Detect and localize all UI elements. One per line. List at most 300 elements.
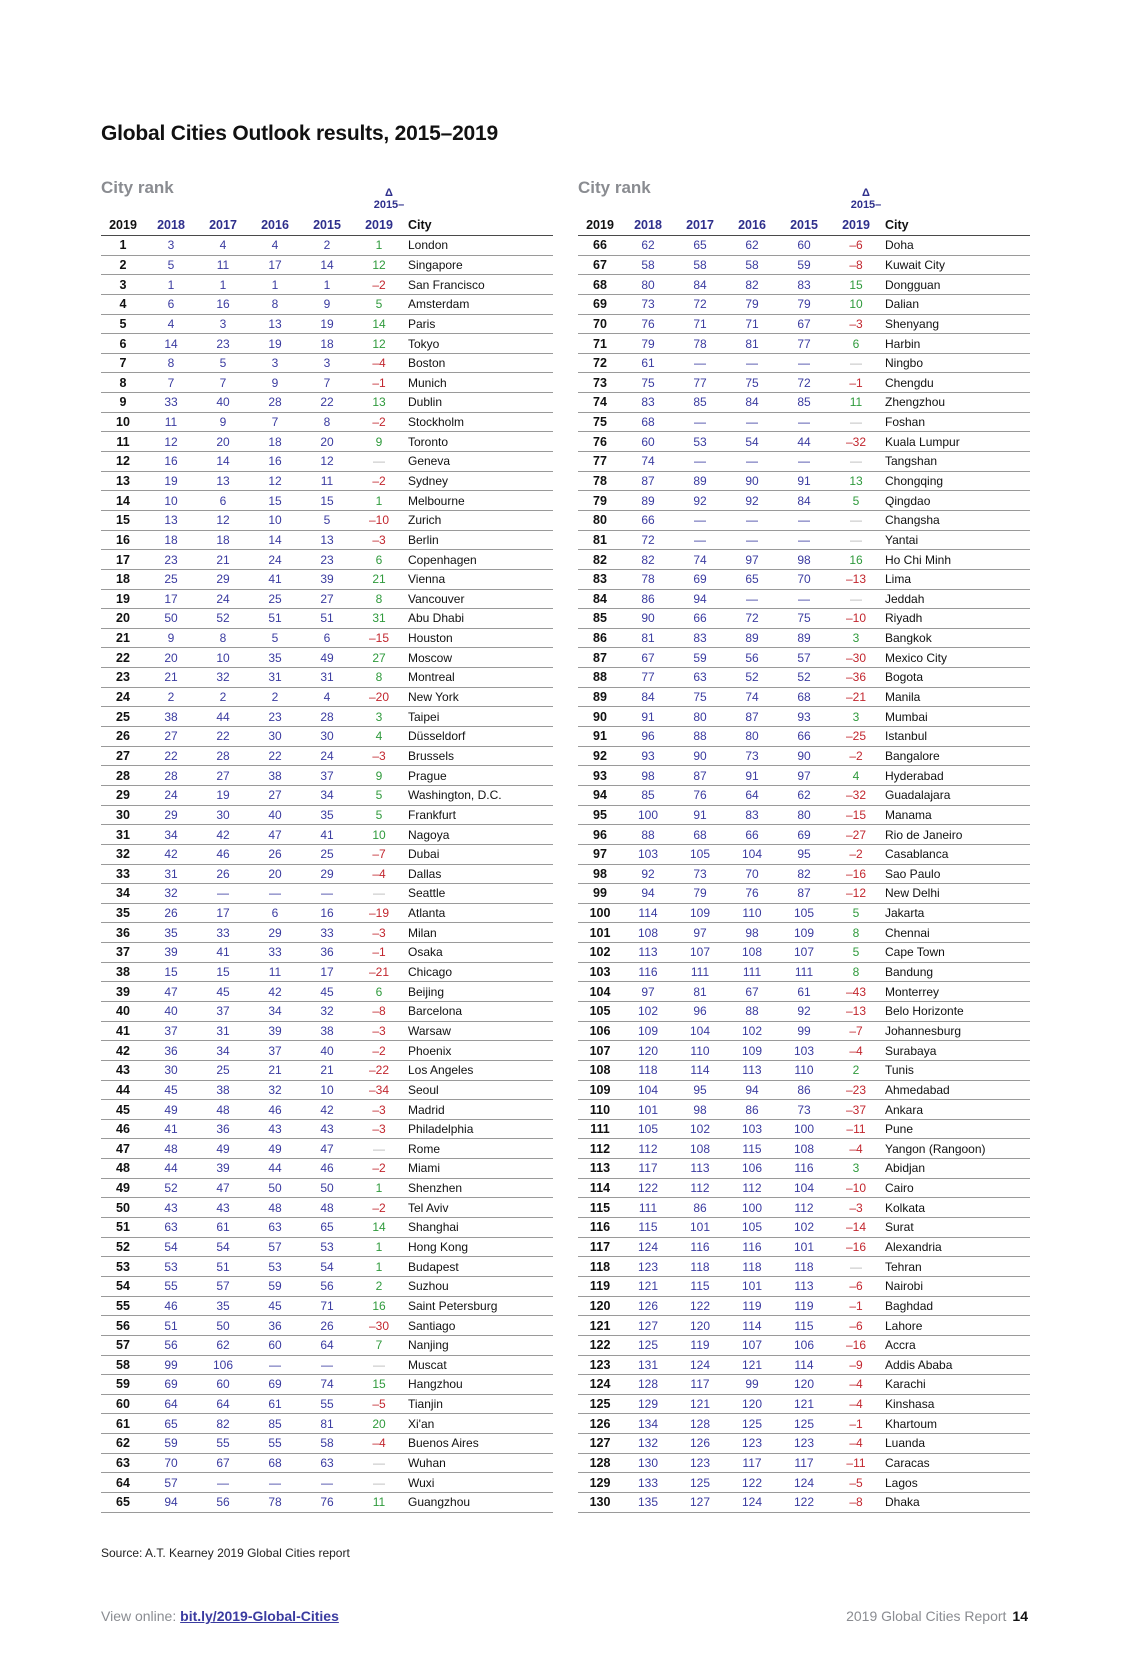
table-row [578, 569, 1030, 589]
rank-2016: 11 [249, 962, 301, 982]
rank-2017: 4 [197, 236, 249, 256]
table-row [578, 1159, 1030, 1179]
rank-2015: 116 [778, 1159, 830, 1179]
rank-2015: 107 [778, 943, 830, 963]
rank-2019: 106 [578, 1021, 622, 1041]
rank-2019: 33 [101, 864, 145, 884]
rank-2019: 6 [101, 334, 145, 354]
rank-change: –6 [830, 1276, 882, 1296]
rank-2018: 37 [145, 1021, 197, 1041]
rank-2018: 93 [622, 746, 674, 766]
rank-2015: 6 [301, 628, 353, 648]
rank-change: –10 [353, 510, 405, 530]
city-name: Miami [405, 1159, 553, 1179]
rank-2019: 111 [578, 1119, 622, 1139]
city-name: Houston [405, 628, 553, 648]
table-row [578, 628, 1030, 648]
rank-2015: 111 [778, 962, 830, 982]
rank-2016: 8 [249, 294, 301, 314]
rank-2017: 92 [674, 491, 726, 511]
col-delta: 2019 [830, 208, 882, 236]
city-name: Barcelona [405, 1001, 553, 1021]
rank-2019: 104 [578, 982, 622, 1002]
table-row [101, 844, 553, 864]
rank-2016: 76 [726, 884, 778, 904]
rank-2019: 41 [101, 1021, 145, 1041]
rank-2018: 89 [622, 491, 674, 511]
rank-2018: 61 [622, 353, 674, 373]
rank-2016: 124 [726, 1493, 778, 1513]
rank-2019: 10 [101, 412, 145, 432]
rank-2017: 105 [674, 844, 726, 864]
report-name: 2019 Global Cities Report [846, 1608, 1007, 1624]
rank-2016: 4 [249, 236, 301, 256]
table-row [578, 589, 1030, 609]
rank-2018: 115 [622, 1218, 674, 1238]
rank-2015: 113 [778, 1276, 830, 1296]
rank-2018: 122 [622, 1178, 674, 1198]
rank-2015: 55 [301, 1394, 353, 1414]
rank-2017: 18 [197, 530, 249, 550]
rank-2015: 124 [778, 1473, 830, 1493]
rank-2015: 48 [301, 1198, 353, 1218]
rank-2016: 40 [249, 805, 301, 825]
rank-2017: 33 [197, 923, 249, 943]
table-row [101, 471, 553, 491]
table-row [578, 1394, 1030, 1414]
table-row [578, 805, 1030, 825]
rank-2015: 47 [301, 1139, 353, 1159]
rank-change: –3 [830, 1198, 882, 1218]
rank-2018: 18 [145, 530, 197, 550]
rank-2018: 81 [622, 628, 674, 648]
rank-2017: 81 [674, 982, 726, 1002]
table-row [101, 1434, 553, 1454]
rank-2018: 114 [622, 903, 674, 923]
rank-2017: 8 [197, 628, 249, 648]
rank-2016: — [726, 510, 778, 530]
table-row [578, 1434, 1030, 1454]
city-name: Seoul [405, 1080, 553, 1100]
rank-change: –3 [353, 530, 405, 550]
rank-2019: 90 [578, 707, 622, 727]
rank-change: — [830, 589, 882, 609]
rank-change: 3 [830, 1159, 882, 1179]
rank-2018: 103 [622, 844, 674, 864]
rank-2015: 45 [301, 982, 353, 1002]
rank-change: 11 [830, 393, 882, 413]
rank-2019: 8 [101, 373, 145, 393]
rank-change: –2 [353, 1041, 405, 1061]
rank-2016: 101 [726, 1276, 778, 1296]
rank-2015: — [778, 510, 830, 530]
rank-2015: 9 [301, 294, 353, 314]
rank-2015: — [778, 412, 830, 432]
rank-2016: 26 [249, 844, 301, 864]
rank-2017: 123 [674, 1453, 726, 1473]
rank-2017: 106 [197, 1355, 249, 1375]
city-name: Luanda [882, 1434, 1030, 1454]
rank-2017: 68 [674, 825, 726, 845]
rank-2015: 92 [778, 1001, 830, 1021]
rank-2015: 71 [301, 1296, 353, 1316]
table-row [101, 334, 553, 354]
rank-2015: 119 [778, 1296, 830, 1316]
table-row [578, 746, 1030, 766]
delta-symbol: Δ [385, 187, 393, 199]
city-name: Baghdad [882, 1296, 1030, 1316]
rank-2017: 116 [674, 1237, 726, 1257]
rank-2016: 105 [726, 1218, 778, 1238]
rank-2016: — [249, 1355, 301, 1375]
rank-2018: 68 [622, 412, 674, 432]
city-rank-label: City rank [101, 178, 174, 197]
rank-2015: 61 [778, 982, 830, 1002]
rank-2019: 79 [578, 491, 622, 511]
rank-2017: 67 [197, 1453, 249, 1473]
rank-2015: 36 [301, 943, 353, 963]
rank-2018: 49 [145, 1100, 197, 1120]
rank-2019: 14 [101, 491, 145, 511]
rank-2019: 124 [578, 1375, 622, 1395]
rank-2017: 1 [197, 275, 249, 295]
rank-2018: 125 [622, 1335, 674, 1355]
rank-2018: 62 [622, 236, 674, 256]
rank-2016: 113 [726, 1060, 778, 1080]
table-row [578, 1296, 1030, 1316]
rank-change: –1 [830, 373, 882, 393]
report-link[interactable]: bit.ly/2019-Global-Cities [180, 1608, 339, 1624]
rank-change: –3 [353, 1119, 405, 1139]
rank-2019: 80 [578, 510, 622, 530]
city-name: New Delhi [882, 884, 1030, 904]
rank-2016: 22 [249, 746, 301, 766]
rank-change: 10 [830, 294, 882, 314]
page-title: Global Cities Outlook results, 2015–2019 [101, 122, 498, 145]
rank-2019: 112 [578, 1139, 622, 1159]
rank-2019: 45 [101, 1100, 145, 1120]
rank-2016: 42 [249, 982, 301, 1002]
rank-2016: — [726, 412, 778, 432]
rank-2019: 13 [101, 471, 145, 491]
rank-2019: 85 [578, 609, 622, 629]
rank-2016: 60 [249, 1335, 301, 1355]
rank-2016: 45 [249, 1296, 301, 1316]
rank-2019: 15 [101, 510, 145, 530]
delta-header-line1: 2015– [850, 199, 882, 211]
rank-2019: 2 [101, 255, 145, 275]
rank-change: –14 [830, 1218, 882, 1238]
rank-2017: 25 [197, 1060, 249, 1080]
city-name: Rome [405, 1139, 553, 1159]
city-name: Chongqing [882, 471, 1030, 491]
rank-change: –32 [830, 432, 882, 452]
city-name: Warsaw [405, 1021, 553, 1041]
rank-2019: 31 [101, 825, 145, 845]
table-row [578, 432, 1030, 452]
rank-2016: 37 [249, 1041, 301, 1061]
rank-2018: 78 [622, 569, 674, 589]
table-row [578, 1237, 1030, 1257]
city-name: Shenzhen [405, 1178, 553, 1198]
rank-2016: 64 [726, 785, 778, 805]
rank-2016: 104 [726, 844, 778, 864]
table-row [101, 452, 553, 472]
rank-change: — [353, 1355, 405, 1375]
rank-change: –7 [353, 844, 405, 864]
rank-change: –4 [830, 1434, 882, 1454]
rank-2018: 86 [622, 589, 674, 609]
rank-2017: 13 [197, 471, 249, 491]
city-name: Ahmedabad [882, 1080, 1030, 1100]
rank-2018: 36 [145, 1041, 197, 1061]
rank-2018: 6 [145, 294, 197, 314]
rank-2015: 40 [301, 1041, 353, 1061]
rank-2016: 30 [249, 727, 301, 747]
rank-2018: 11 [145, 412, 197, 432]
rank-2015: 70 [778, 569, 830, 589]
rank-2018: 87 [622, 471, 674, 491]
rank-2019: 110 [578, 1100, 622, 1120]
rank-2018: 91 [622, 707, 674, 727]
rank-2017: 95 [674, 1080, 726, 1100]
rank-2018: 7 [145, 373, 197, 393]
city-name: Abu Dhabi [405, 609, 553, 629]
rank-2016: 55 [249, 1434, 301, 1454]
rank-2015: 109 [778, 923, 830, 943]
rank-2015: 42 [301, 1100, 353, 1120]
rank-2015: 51 [301, 609, 353, 629]
rank-2019: 94 [578, 785, 622, 805]
rank-2019: 126 [578, 1414, 622, 1434]
rank-2018: 75 [622, 373, 674, 393]
rank-2016: 109 [726, 1041, 778, 1061]
rank-2016: 32 [249, 1080, 301, 1100]
rank-2017: 40 [197, 393, 249, 413]
city-name: Geneva [405, 452, 553, 472]
rank-2016: 69 [249, 1375, 301, 1395]
col-2017: 2017 [674, 208, 726, 236]
rank-2019: 19 [101, 589, 145, 609]
city-name: Manila [882, 687, 1030, 707]
rank-2018: 101 [622, 1100, 674, 1120]
rank-change: — [353, 1453, 405, 1473]
rank-2016: 62 [726, 236, 778, 256]
rank-change: –5 [353, 1394, 405, 1414]
rank-2018: 133 [622, 1473, 674, 1493]
rank-2019: 5 [101, 314, 145, 334]
rank-2016: 80 [726, 727, 778, 747]
rank-2016: 117 [726, 1453, 778, 1473]
rank-2016: 34 [249, 1001, 301, 1021]
rank-2015: 13 [301, 530, 353, 550]
rank-2015: 17 [301, 962, 353, 982]
rank-change: –11 [830, 1119, 882, 1139]
rank-2018: 112 [622, 1139, 674, 1159]
rank-2017: 74 [674, 550, 726, 570]
rank-2019: 84 [578, 589, 622, 609]
rank-2019: 123 [578, 1355, 622, 1375]
rank-change: –12 [830, 884, 882, 904]
rank-2016: 87 [726, 707, 778, 727]
rank-2018: 127 [622, 1316, 674, 1336]
rank-2018: 19 [145, 471, 197, 491]
city-name: Dhaka [882, 1493, 1030, 1513]
rank-change: –16 [830, 1237, 882, 1257]
table-row [101, 1276, 553, 1296]
rank-2015: 46 [301, 1159, 353, 1179]
rank-2018: 105 [622, 1119, 674, 1139]
rank-2015: 60 [778, 236, 830, 256]
rank-change: –6 [830, 236, 882, 256]
rank-table [578, 208, 1030, 1513]
rank-2015: 72 [778, 373, 830, 393]
rank-change: 31 [353, 609, 405, 629]
rank-2017: 63 [674, 668, 726, 688]
rank-2019: 114 [578, 1178, 622, 1198]
table-row [101, 825, 553, 845]
table-row [101, 1257, 553, 1277]
city-name: Jakarta [882, 903, 1030, 923]
rank-2016: 2 [249, 687, 301, 707]
rank-2019: 52 [101, 1237, 145, 1257]
rank-2018: 109 [622, 1021, 674, 1041]
rank-2019: 39 [101, 982, 145, 1002]
rank-2019: 9 [101, 393, 145, 413]
rank-2017: — [674, 510, 726, 530]
table-row [578, 1021, 1030, 1041]
table-row [101, 746, 553, 766]
rank-2019: 60 [101, 1394, 145, 1414]
city-name: Los Angeles [405, 1060, 553, 1080]
rank-2018: 33 [145, 393, 197, 413]
city-name: Nanjing [405, 1335, 553, 1355]
rank-change: –4 [353, 1434, 405, 1454]
rank-2018: 16 [145, 452, 197, 472]
rank-2018: 34 [145, 825, 197, 845]
rank-2019: 82 [578, 550, 622, 570]
rank-2016: 116 [726, 1237, 778, 1257]
rank-2015: 91 [778, 471, 830, 491]
rank-2015: — [778, 353, 830, 373]
rank-2018: 21 [145, 668, 197, 688]
rank-2015: 77 [778, 334, 830, 354]
rank-2016: 54 [726, 432, 778, 452]
rank-change: –13 [830, 1001, 882, 1021]
rank-change: 9 [353, 766, 405, 786]
table-row [101, 1119, 553, 1139]
rank-change: 5 [353, 805, 405, 825]
rank-2015: — [301, 1473, 353, 1493]
rank-2015: 58 [301, 1434, 353, 1454]
rank-2018: 98 [622, 766, 674, 786]
rank-2017: 69 [674, 569, 726, 589]
table-row [101, 1198, 553, 1218]
table-row [578, 393, 1030, 413]
rank-2016: 5 [249, 628, 301, 648]
rank-2015: 24 [301, 746, 353, 766]
table-row [101, 1178, 553, 1198]
rank-2019: 3 [101, 275, 145, 295]
table-row [101, 569, 553, 589]
table-row [101, 943, 553, 963]
rank-2019: 72 [578, 353, 622, 373]
rank-2019: 54 [101, 1276, 145, 1296]
header-row [101, 208, 553, 236]
rank-2017: 35 [197, 1296, 249, 1316]
rank-2015: 117 [778, 1453, 830, 1473]
rank-2016: 20 [249, 864, 301, 884]
rank-2018: 27 [145, 727, 197, 747]
rank-2016: 123 [726, 1434, 778, 1454]
rank-2016: 112 [726, 1178, 778, 1198]
rank-2019: 49 [101, 1178, 145, 1198]
table-row [101, 294, 553, 314]
rank-change: –16 [830, 864, 882, 884]
rank-change: –21 [353, 962, 405, 982]
rank-2017: 29 [197, 569, 249, 589]
rank-2015: 63 [301, 1453, 353, 1473]
rank-2016: 115 [726, 1139, 778, 1159]
rank-2015: 57 [778, 648, 830, 668]
rank-change: — [353, 452, 405, 472]
rank-2018: 135 [622, 1493, 674, 1513]
city-name: Düsseldorf [405, 727, 553, 747]
city-name: Nairobi [882, 1276, 1030, 1296]
table-row [578, 707, 1030, 727]
rank-2017: 102 [674, 1119, 726, 1139]
rank-2017: 24 [197, 589, 249, 609]
rank-2019: 26 [101, 727, 145, 747]
rank-2016: 84 [726, 393, 778, 413]
rank-2016: 108 [726, 943, 778, 963]
rank-change: 5 [830, 943, 882, 963]
rank-2018: 57 [145, 1473, 197, 1493]
city-name: Atlanta [405, 903, 553, 923]
rank-change: –3 [353, 1021, 405, 1041]
rank-2019: 70 [578, 314, 622, 334]
col-2015: 2015 [778, 208, 830, 236]
rank-change: –3 [353, 923, 405, 943]
table-row [578, 1100, 1030, 1120]
rank-change: –4 [830, 1139, 882, 1159]
table-row [101, 1139, 553, 1159]
rank-2018: 30 [145, 1060, 197, 1080]
rank-2015: 59 [778, 255, 830, 275]
rank-2018: 40 [145, 1001, 197, 1021]
rank-2018: 79 [622, 334, 674, 354]
col-city: City [882, 208, 1030, 236]
table-row [578, 334, 1030, 354]
city-name: Sydney [405, 471, 553, 491]
rank-2018: 20 [145, 648, 197, 668]
rank-2016: 31 [249, 668, 301, 688]
rank-2015: 10 [301, 1080, 353, 1100]
rank-change: –7 [830, 1021, 882, 1041]
rank-change: 1 [353, 1237, 405, 1257]
rank-2016: 57 [249, 1237, 301, 1257]
rank-2019: 44 [101, 1080, 145, 1100]
rank-2016: 91 [726, 766, 778, 786]
table-row [578, 785, 1030, 805]
rank-2015: 50 [301, 1178, 353, 1198]
rank-2018: 42 [145, 844, 197, 864]
table-row [101, 1218, 553, 1238]
rank-2015: — [778, 530, 830, 550]
rank-2015: 66 [778, 727, 830, 747]
rank-change: 11 [353, 1493, 405, 1513]
rank-2019: 83 [578, 569, 622, 589]
